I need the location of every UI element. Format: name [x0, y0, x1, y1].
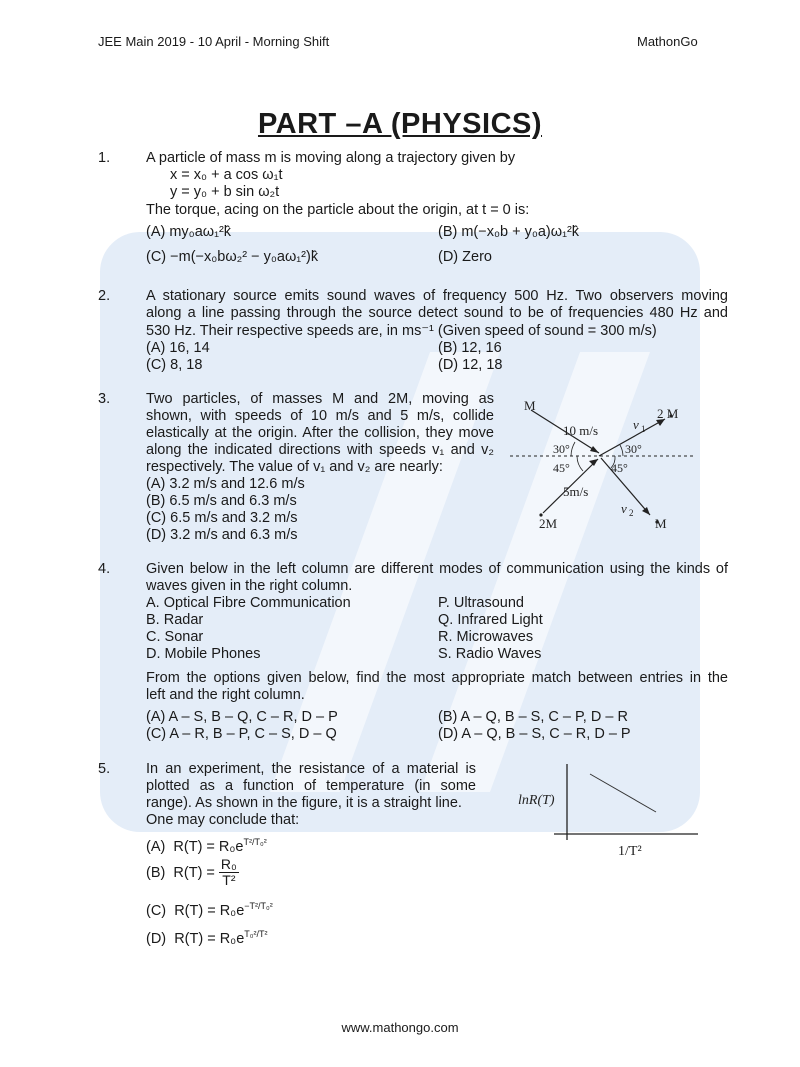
- match-left-d: D. Mobile Phones: [146, 646, 261, 662]
- footer-url: www.mathongo.com: [341, 1020, 459, 1035]
- question-1-stem: A particle of mass m is moving along a trajectory given by: [146, 150, 516, 166]
- question-5-line-2: plotted as a function of temperature (in some: [146, 778, 476, 794]
- incoming-m-arrowhead: [590, 446, 599, 453]
- label-v1-subscript: 1: [641, 424, 646, 434]
- question-5-option-b: [146, 857, 239, 888]
- question-4-line-1: Given below in the left column are different modes of communication using the kinds of: [146, 561, 728, 577]
- question-4-option-a: (A) A – S, B – Q, C – R, D – P: [146, 709, 338, 725]
- match-right-q: Q. Infrared Light: [438, 612, 543, 628]
- question-3-option-b: (B) 6.5 m/s and 6.3 m/s: [146, 493, 297, 509]
- question-5-option-a: [146, 834, 267, 856]
- question-4-line-2: waves given in the right column.: [146, 578, 353, 594]
- question-5-line-4: One may conclude that:: [146, 812, 300, 828]
- question-4-number: 4.: [98, 561, 111, 577]
- header-brand: MathonGo: [637, 34, 698, 49]
- question-5-option-d: [146, 926, 268, 948]
- option-b-expression: R(T) =: [173, 864, 215, 881]
- question-4-option-c: (C) A – R, B – P, C – S, D – Q: [146, 726, 337, 742]
- label-angle-45-right: 45°: [611, 461, 628, 475]
- question-3-option-d: (D) 3.2 m/s and 6.3 m/s: [146, 527, 298, 543]
- question-2-option-a: (A) 16, 14: [146, 340, 210, 356]
- label-2m-top: 2 M: [657, 406, 679, 421]
- question-5-line-1: In an experiment, the resistance of a material is: [146, 761, 476, 777]
- question-3-line-5: respectively. The value of v₁ and v₂ are nearly:: [146, 459, 443, 475]
- option-b-denominator: T²: [222, 872, 236, 888]
- graph-x-label: 1/T²: [618, 844, 642, 859]
- resistance-graph: [510, 760, 705, 860]
- match-left-b: B. Radar: [146, 612, 204, 628]
- collision-diagram: [505, 395, 700, 535]
- option-c-label: (C): [146, 902, 167, 919]
- angle-arc-30-left: [571, 442, 575, 456]
- question-3-number: 3.: [98, 391, 111, 407]
- graph-y-label: lnR(T): [518, 793, 555, 808]
- option-b-fraction: [219, 857, 239, 888]
- option-d-expression: R(T) = R₀e: [174, 930, 245, 947]
- question-1-number: 1.: [98, 150, 111, 166]
- question-3-line-1: Two particles, of masses M and 2M, moving as: [146, 391, 494, 407]
- question-5-line-3: range). As shown in the figure, it is a straight line.: [146, 795, 462, 811]
- label-angle-45-left: 45°: [553, 461, 570, 475]
- label-m-bottom: M: [655, 516, 667, 531]
- question-4-line-3: From the options given below, find the most appropriate match between entries in the: [146, 670, 728, 686]
- question-1-option-c: (C) −m(−x₀bω₂² − y₀aω₁²)k̂: [146, 249, 319, 265]
- outgoing-m-arrowhead: [642, 507, 650, 515]
- option-c-exponent: −T²/T₀²: [244, 901, 273, 911]
- question-2-line-2: along a line passing through the source detect sound to be of frequencies 480 Hz and: [146, 305, 728, 321]
- label-2m-bottom: 2M: [539, 516, 558, 531]
- question-2-line-3: 530 Hz. Their respective speeds are, in ms⁻¹ (Given speed of sound = 300 m/s): [146, 323, 657, 339]
- label-speed-5: 5m/s: [563, 484, 589, 499]
- question-1-option-b: (B) m(−x₀b + y₀a)ω₁²k̂: [438, 224, 580, 240]
- option-a-expression: R(T) = R₀e: [173, 838, 244, 855]
- question-1-option-d: (D) Zero: [438, 249, 492, 265]
- label-v2: v: [621, 501, 627, 516]
- option-a-label: (A): [146, 838, 166, 855]
- option-b-label: (B): [146, 864, 166, 881]
- question-2-option-d: (D) 12, 18: [438, 357, 503, 373]
- question-3-option-c: (C) 6.5 m/s and 3.2 m/s: [146, 510, 298, 526]
- label-speed-10: 10 m/s: [563, 423, 599, 438]
- incoming-2m-arrowhead: [589, 459, 598, 466]
- option-a-exponent: T²/T₀²: [243, 837, 267, 847]
- question-2-option-c: (C) 8, 18: [146, 357, 203, 373]
- question-1-equation-x: x = x₀ + a cos ω₁t: [170, 167, 283, 183]
- match-left-c: C. Sonar: [146, 629, 204, 645]
- question-4-option-b: (B) A – Q, B – S, C – P, D – R: [438, 709, 628, 725]
- angle-arc-30-right: [620, 445, 623, 456]
- graph-straight-line: [590, 774, 656, 812]
- question-3-option-a: (A) 3.2 m/s and 12.6 m/s: [146, 476, 305, 492]
- angle-arc-45-left: [577, 456, 583, 471]
- question-5-option-c: [146, 898, 273, 920]
- label-angle-30-left: 30°: [553, 442, 570, 456]
- label-angle-30-right: 30°: [625, 442, 642, 456]
- match-right-p: P. Ultrasound: [438, 595, 524, 611]
- match-right-r: R. Microwaves: [438, 629, 534, 645]
- option-d-label: (D): [146, 930, 167, 947]
- label-v2-subscript: 2: [629, 508, 634, 518]
- question-1-option-a: (A) my₀aω₁²k̂: [146, 224, 232, 240]
- question-3-line-4: along the indicated directions with speeds v₁ and v₂: [146, 442, 494, 458]
- option-d-exponent: T₀²/T²: [244, 929, 268, 939]
- question-3-line-2: shown, with speeds of 10 m/s and 5 m/s, collide: [146, 408, 494, 424]
- header-exam-title: JEE Main 2019 - 10 April - Morning Shift: [98, 34, 330, 49]
- question-1-stem-2: The torque, acing on the particle about the origin, at t = 0 is:: [146, 202, 530, 218]
- option-b-numerator: R₀: [220, 856, 237, 872]
- match-left-a: A. Optical Fibre Communication: [146, 595, 351, 611]
- match-right-s: S. Radio Waves: [438, 646, 542, 662]
- option-c-expression: R(T) = R₀e: [174, 902, 245, 919]
- question-4-line-4: left and the right column.: [146, 687, 305, 703]
- label-v1: v: [633, 417, 639, 432]
- question-5-number: 5.: [98, 761, 111, 777]
- page-title: PART –A (PHYSICS): [257, 108, 543, 140]
- question-4-option-d: (D) A – Q, B – S, C – R, D – P: [438, 726, 631, 742]
- question-2-option-b: (B) 12, 16: [438, 340, 502, 356]
- question-1-equation-y: y = y₀ + b sin ω₂t: [170, 184, 280, 200]
- question-2-line-1: A stationary source emits sound waves of frequency 500 Hz. Two observers moving: [146, 288, 728, 304]
- label-m-top: M: [524, 398, 536, 413]
- question-3-line-3: elastically at the origin. After the collision, they move: [146, 425, 494, 441]
- question-2-number: 2.: [98, 288, 111, 304]
